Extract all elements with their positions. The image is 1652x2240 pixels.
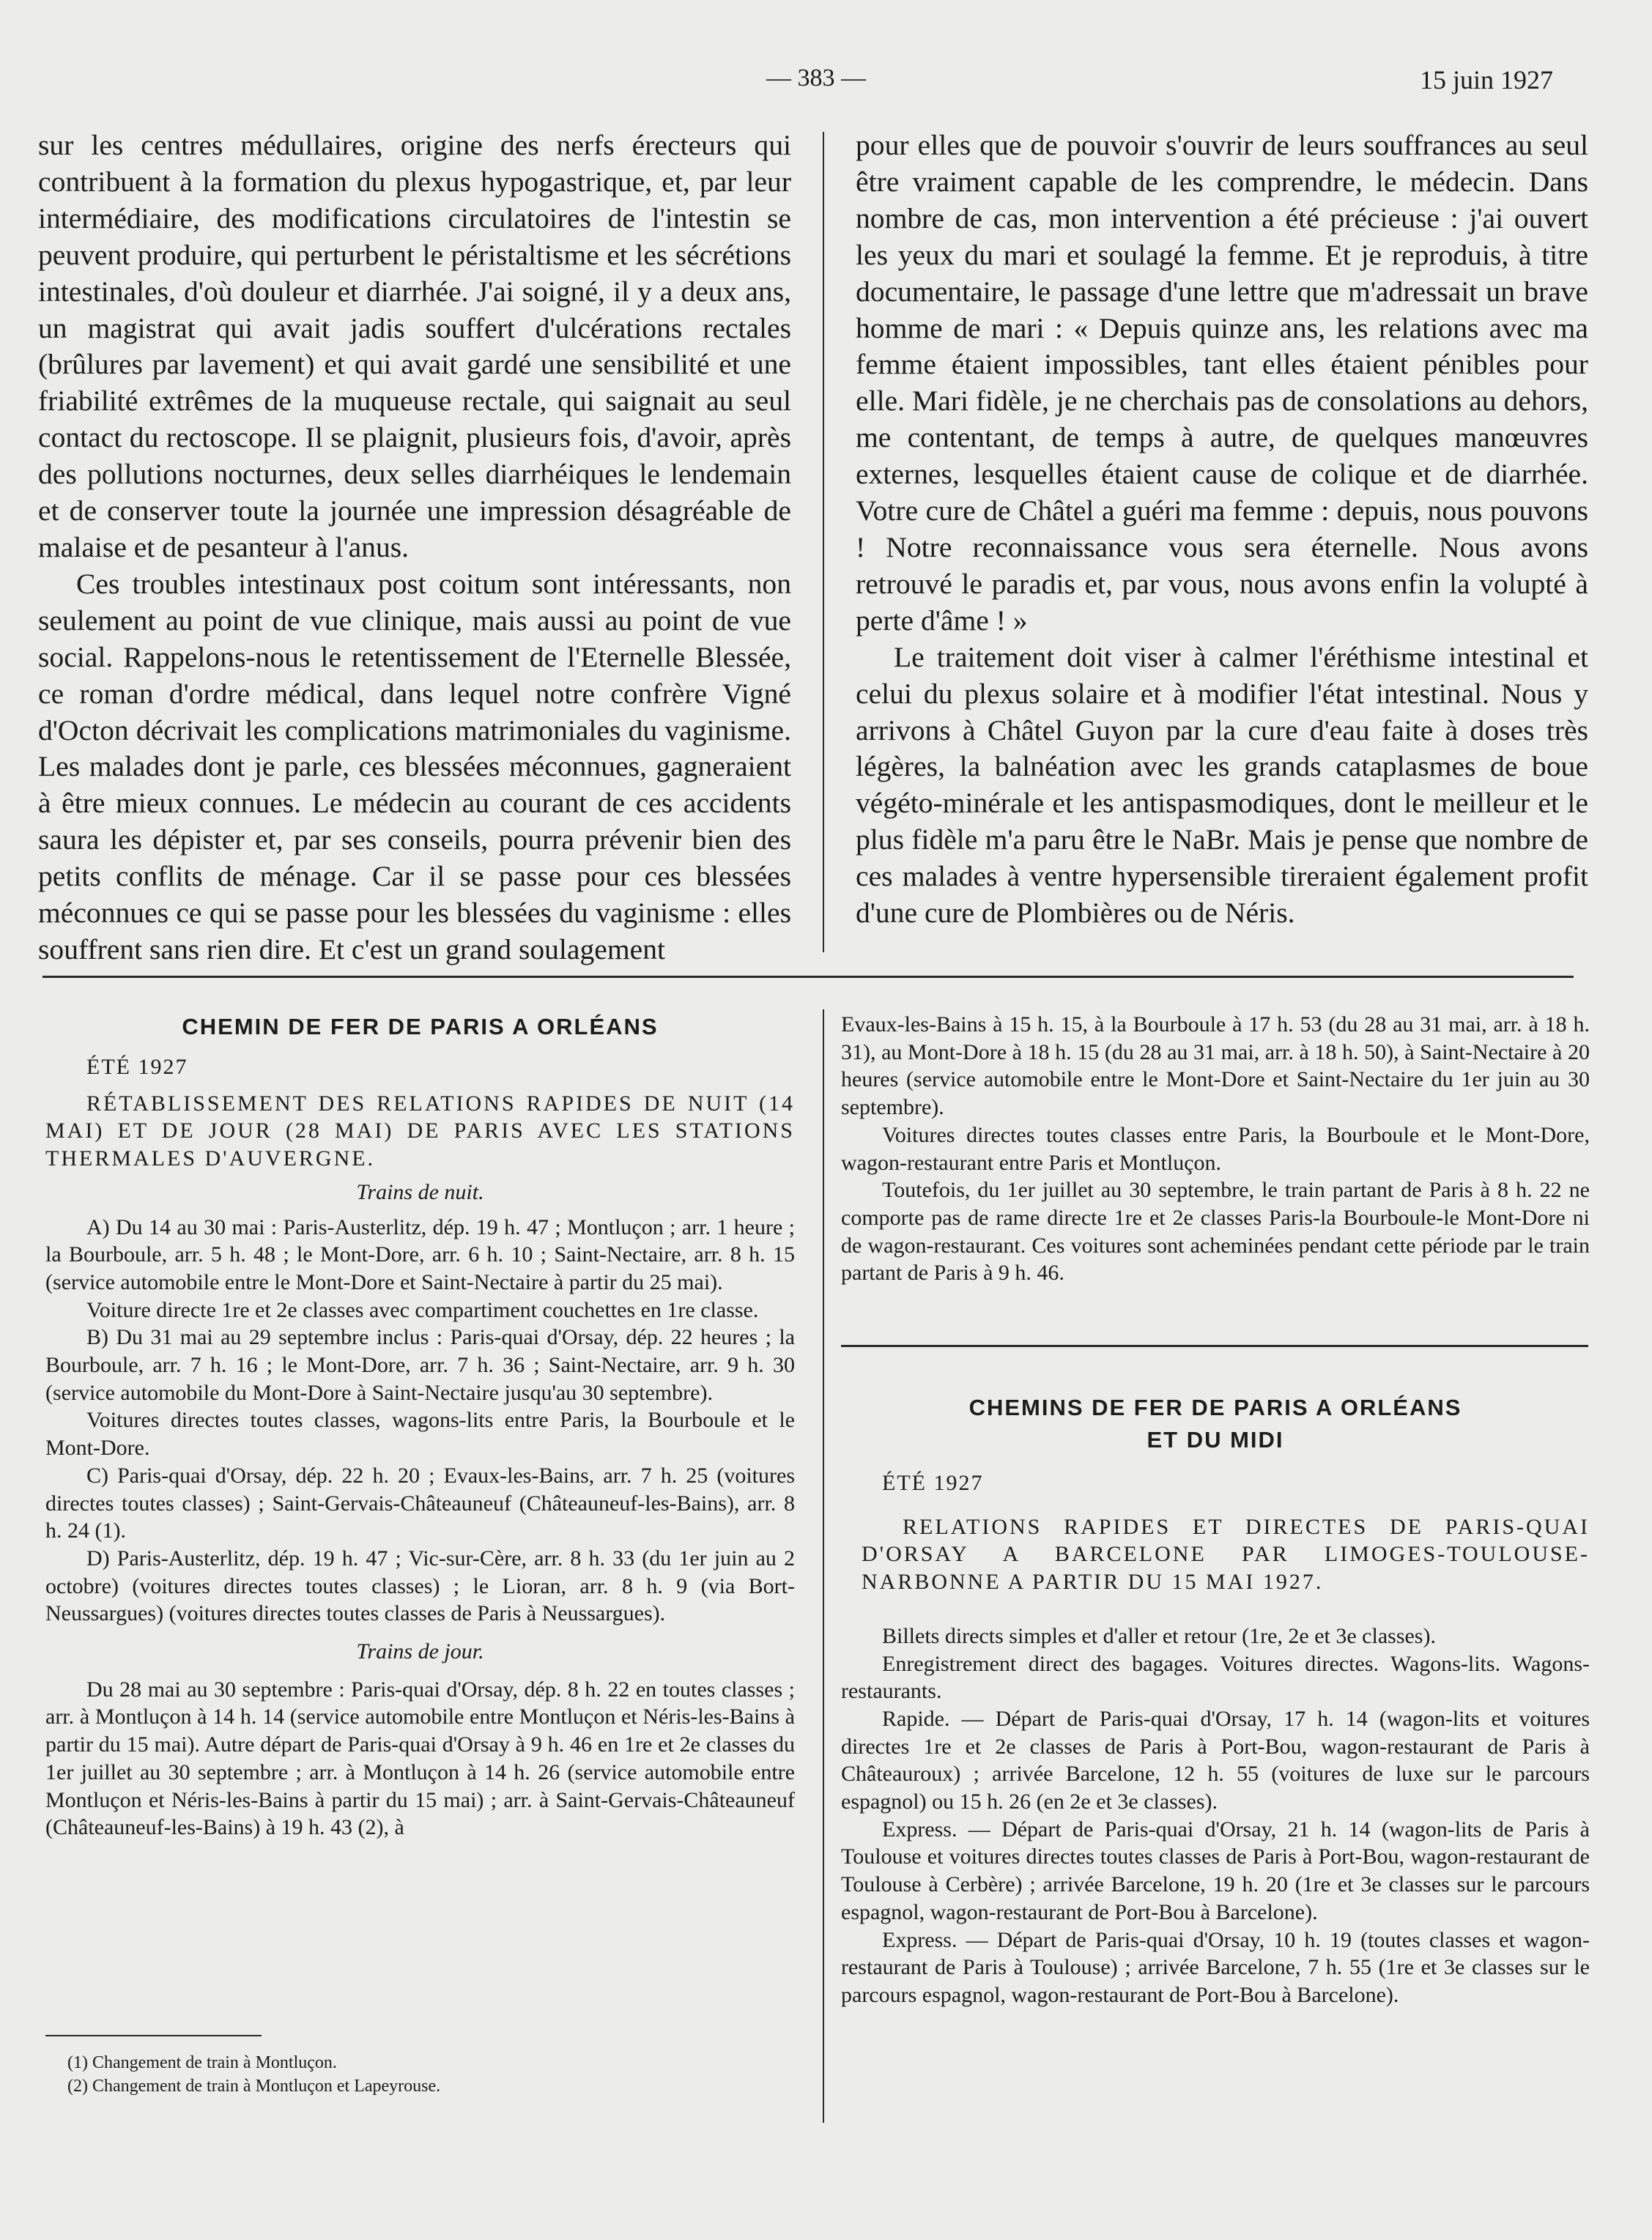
heading-day-trains: Trains de jour. — [356, 1639, 484, 1664]
footnotes — [67, 2051, 771, 2098]
page-header — [0, 64, 1652, 101]
section-divider — [841, 1345, 1588, 1347]
notice-title: CHEMINS DE FER DE PARIS A ORLÉANS — [968, 1395, 1462, 1420]
notice-paragraph: Express. — Départ de Paris-quai d'Orsay, 10 h. 19 (toutes classes et wagon-restaurant de Paris à Toulouse) ; arrivée Barcelone, 7 h. 55 (1re et 3e classes sur le parcours espagnol, wagon-restaurant de Port-Bou à Barcelone). — [841, 1927, 1590, 2007]
page-number: — 383 — — [766, 64, 866, 92]
section-divider — [42, 976, 1574, 978]
continued-paragraph: Toutefois, du 1er juillet au 30 septembre, le train partant de Paris à 8 h. 22 ne comporte pas de rame directe 1re et 2e classes Paris-la Bourboule-le Mont-Dore ni de wagon-restaurant. Ces voitures sont acheminées pendant cette période par le train partant de Paris à 9 h. 46. — [841, 1178, 1590, 1286]
heading-night-trains: Trains de nuit. — [356, 1179, 484, 1204]
notice-paragraph: Express. — Départ de Paris-quai d'Orsay, 21 h. 14 (wagon-lits de Paris à Toulouse et voitures directes toutes classes de Paris à Port-Bou, wagon-restaurant de Toulouse à Cerbère) ; arrivée Barcelone, 19 h. 20 (1re et 3e classes sur le parcours espagnol, wagon-restaurant de Port-Bou à Barcelone). — [841, 1817, 1590, 1924]
day-train-paragraph: Du 28 mai au 30 septembre : Paris-quai d'Orsay, dép. 8 h. 22 en toutes classes ; arr. à Montluçon à 14 h. 14 (service automobile entre Montluçon et Néris-les-Bains à partir du 15 mai). Autre départ de Paris-quai d'Orsay à 9 h. 46 en 1re et 2e classes du 1er juillet au 30 septembre ; arr. à Montluçon à 14 h. 26 (service automobile entre Montluçon et Néris-les-Bains à partir du 15 mai) ; arr. à Saint-Gervais-Châteauneuf (Châteauneuf-les-Bains) à 19 h. 43 (2), à — [45, 1677, 795, 1840]
notice-title-line2: ET DU MIDI — [1147, 1427, 1284, 1453]
continued-paragraph: Voitures directes toutes classes entre Paris, la Bourboule et le Mont-Dore, wagon-restaurant entre Paris et Montluçon. — [841, 1122, 1590, 1175]
notice-paragraph: Billets directs simples et d'aller et retour (1re, 2e et 3e classes). — [882, 1623, 1436, 1648]
column-divider — [823, 1009, 824, 2123]
article-paragraph: Le traitement doit viser à calmer l'éréthisme intestinal et celui du plexus solaire et à modifier l'état intestinal. Nous y arrivons à Châtel Guyon par la cure d'eau faite à doses très légères, la balnéation avec les grands cataplasmes de boue végéto-minérale et les antispasmodiques, dont le meilleur et le plus fidèle m'a paru être le NaBr. Mais je pense que nombre de ces malades à ventre hypersensible tireraient également profit d'une cure de Plombières ou de Néris. — [856, 640, 1588, 930]
notice-paris-orleans-midi — [841, 1392, 1590, 2009]
article-paragraph: Ces troubles intestinaux post coitum sont intéressants, non seulement au point de vue clinique, mais aussi au point de vue social. Rappelons-nous le retentissement de l'Eternelle Blessée, ce roman d'ordre médical, dans lequel notre confrère Vigné d'Octon décrivait les complications matrimoniales du vaginisme. Les malades dont je parle, ces blessées méconnues, gagneraient à être mieux connues. Le médecin au courant de ces accidents saura les dépister et, par ses conseils, pourra prévenir bien des petits conflits de ménage. Car il se passe pour ces blessées méconnues ce qui se passe pour les blessées du vaginisme : elles souffrent sans rien dire. Et c'est un grand soulagement — [38, 567, 791, 965]
footnote: (1) Changement de train à Montluçon. — [67, 2053, 337, 2072]
article-right-column — [856, 127, 1588, 932]
footnote: (2) Changement de train à Montluçon et Lapeyrouse. — [67, 2077, 441, 2096]
continued-paragraph: Evaux-les-Bains à 15 h. 15, à la Bourboule à 17 h. 53 (du 28 au 31 mai, arr. à 18 h. 31), au Mont-Dore à 18 h. 15 (du 28 au 31 mai, arr. à 18 h. 50), à Saint-Nectaire à 20 heures (service automobile entre le Mont-Dore et Saint-Nectaire du 1er juin au 30 septembre). — [841, 1012, 1590, 1120]
article-paragraph: sur les centres médullaires, origine des nerfs érecteurs qui contribuent à la formation du plexus hypogastrique, et, par leur intermédiaire, des modifications circulatoires de l'intestin se peuvent produire, qui perturbent le péristaltisme et les sécrétions intestinales, d'où douleur et diarrhée. J'ai soigné, il y a deux ans, un magistrat qui avait jadis souffert d'ulcérations rectales (brûlures par lavement) et qui avait gardé une sensibilité et une friabilité extrêmes de la muqueuse rectale, qui saignait au seul contact du rectoscope. Il se plaignit, plusieurs fois, d'avoir, après des pollutions nocturnes, deux selles diarrhéiques le lendemain et de conserver toute la journée une impression désagréable de malaise et de pesanteur à l'anus. — [38, 129, 791, 563]
column-divider — [823, 132, 824, 952]
notice-title: CHEMIN DE FER DE PARIS A ORLÉANS — [182, 1014, 659, 1039]
notice-paragraph: Enregistrement direct des bagages. Voitures directes. Wagons-lits. Wagons-restaurants. — [841, 1651, 1590, 1704]
night-train-paragraph: Voiture directe 1re et 2e classes avec compartiment couchettes en 1re classe. — [86, 1297, 759, 1322]
page-date: 15 juin 1927 — [1419, 65, 1553, 94]
notice-season: ÉTÉ 1927 — [86, 1055, 188, 1079]
night-train-paragraph: B) Du 31 mai au 29 septembre inclus : Paris-quai d'Orsay, dép. 22 heures ; la Bourboule, arr. 7 h. 16 ; le Mont-Dore, arr. 7 h. 36 ; Saint-Nectaire, arr. 9 h. 30 (service automobile du Mont-Dore à Saint-Nectaire jusqu'au 30 septembre). — [45, 1325, 795, 1405]
notice-paris-orleans-continued — [841, 1011, 1590, 1287]
night-train-paragraph: Voitures directes toutes classes, wagons-lits entre Paris, la Bourboule et le Mont-Dore. — [45, 1408, 795, 1461]
notice-paris-orleans — [45, 1011, 795, 1842]
night-train-paragraph: D) Paris-Austerlitz, dép. 19 h. 47 ; Vic-sur-Cère, arr. 8 h. 33 (du 1er juin au 2 octobre) (voitures directes toutes classes) ; le Lioran, arr. 8 h. 9 (via Bort-Neussargues) (voitures directes toutes classes de Paris à Neussargues). — [45, 1546, 795, 1626]
notice-season: ÉTÉ 1927 — [882, 1471, 984, 1495]
article-paragraph: pour elles que de pouvoir s'ouvrir de leurs souffrances au seul être vraiment capable de les comprendre, le médecin. Dans nombre de cas, mon intervention a été précieuse : j'ai ouvert les yeux du mari et soulagé la femme. Et je reproduis, à titre documentaire, le passage d'une lettre que m'adressait un brave homme de mari : « Depuis quinze ans, les relations avec ma femme étaient impossibles, tant elles étaient pénibles pour elle. Mari fidèle, je ne cherchais pas de consolations au dehors, me contentant, de temps à autre, de quelques manœuvres externes, lesquelles étaient cause de colique et de diarrhée. Votre cure de Châtel a guéri ma femme : depuis, nous pouvons ! Notre reconnaissance vous sera éternelle. Nous avons retrouvé le paradis et, par vous, nous avons enfin la volupté à perte d'âme ! » — [856, 129, 1588, 637]
article-left-column — [38, 127, 791, 968]
notice-paragraph: Rapide. — Départ de Paris-quai d'Orsay, 17 h. 14 (wagon-lits et voitures directes 1re et 2e classes de Paris à Port-Bou, wagon-restaurant de Paris à Châteauroux) ; arrivée Barcelone, 12 h. 55 (voitures de luxe sur le parcours espagnol) ou 15 h. 26 (en 2e et 3e classes). — [841, 1706, 1590, 1814]
night-train-paragraph: A) Du 14 au 30 mai : Paris-Austerlitz, dép. 19 h. 47 ; Montluçon ; arr. 1 heure ; la Bourboule, arr. 5 h. 48 ; le Mont-Dore, arr. 6 h. 10 ; Saint-Nectaire, arr. 8 h. 15 (service automobile entre le Mont-Dore et Saint-Nectaire à partir du 25 mai). — [45, 1214, 795, 1294]
notice-subtitle: RELATIONS RAPIDES ET DIRECTES DE PARIS-QUAI D'ORSAY A BARCELONE PAR LIMOGES-TOULOUSE-NARBONNE A PARTIR DU 15 MAI 1927. — [862, 1514, 1590, 1595]
notice-subtitle: RÉTABLISSEMENT DES RELATIONS RAPIDES DE NUIT (14 MAI) ET DE JOUR (28 MAI) DE PARIS AVEC LES STATIONS THERMALES D'AUVERGNE. — [45, 1091, 795, 1171]
night-train-paragraph: C) Paris-quai d'Orsay, dép. 22 h. 20 ; Evaux-les-Bains, arr. 7 h. 25 (voitures directes toutes classes) ; Saint-Gervais-Châteauneuf (Châteauneuf-les-Bains), arr. 8 h. 24 (1). — [45, 1463, 795, 1543]
footnote-rule — [45, 2035, 262, 2036]
